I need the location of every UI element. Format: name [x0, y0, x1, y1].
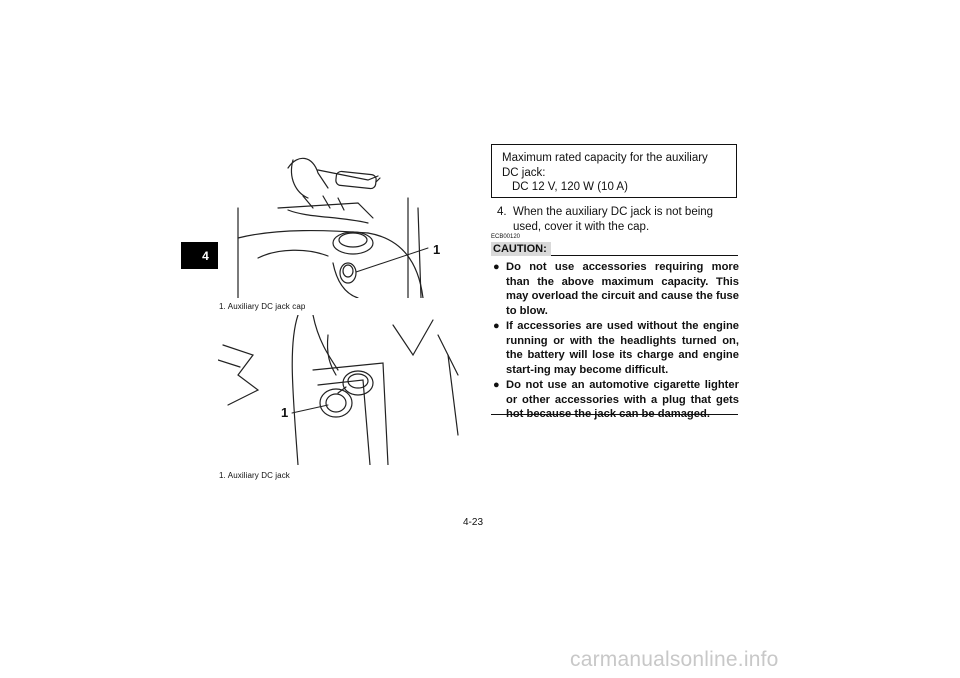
bullet-icon: ● — [493, 379, 500, 391]
watermark-link[interactable]: carmanualsonline.info — [570, 648, 779, 671]
spec-label: Maximum rated capacity for the auxiliary DC jack: — [502, 152, 708, 179]
spec-box — [491, 144, 737, 198]
figure-dc-jack-cap — [218, 148, 466, 298]
caution-item — [493, 260, 739, 318]
figure1-caption: 1. Auxiliary DC jack cap — [219, 302, 306, 311]
spec-value: DC 12 V, 120 W (10 A) — [512, 181, 628, 193]
caution-rule — [551, 255, 738, 256]
caution-label: CAUTION: — [491, 242, 551, 256]
caution-item — [493, 319, 739, 377]
figure2-callout: 1 — [281, 405, 289, 420]
section-tab: 4 — [181, 242, 230, 269]
instruction-step — [497, 205, 742, 234]
figure2-caption: 1. Auxiliary DC jack — [219, 471, 290, 480]
figure-dc-jack — [218, 315, 466, 465]
caution-bottom-rule — [491, 414, 738, 415]
step-text: When the auxiliary DC jack is not being used, cover it with the cap. — [513, 206, 714, 233]
caution-item-text: Do not use an automotive cigarette lighter or other accessories with a plug that gets hot because the jack can be damaged. — [506, 379, 739, 420]
page-number: 4-23 — [463, 517, 484, 528]
caution-item-text: Do not use accessories requiring more than the above maximum capacity. This may overload the circuit and cause the fuse to blow. — [506, 261, 739, 317]
bullet-icon: ● — [493, 320, 500, 332]
figure1-callout: 1 — [433, 242, 441, 257]
step-number: 4. — [497, 206, 507, 218]
bullet-icon: ● — [493, 261, 500, 273]
caution-code: ECB00120 — [491, 234, 521, 240]
caution-item-text: If accessories are used without the engine running or with the headlights turned on, the battery will lose its charge and engine start-ing may become difficult. — [506, 320, 739, 376]
caution-list — [493, 260, 739, 423]
